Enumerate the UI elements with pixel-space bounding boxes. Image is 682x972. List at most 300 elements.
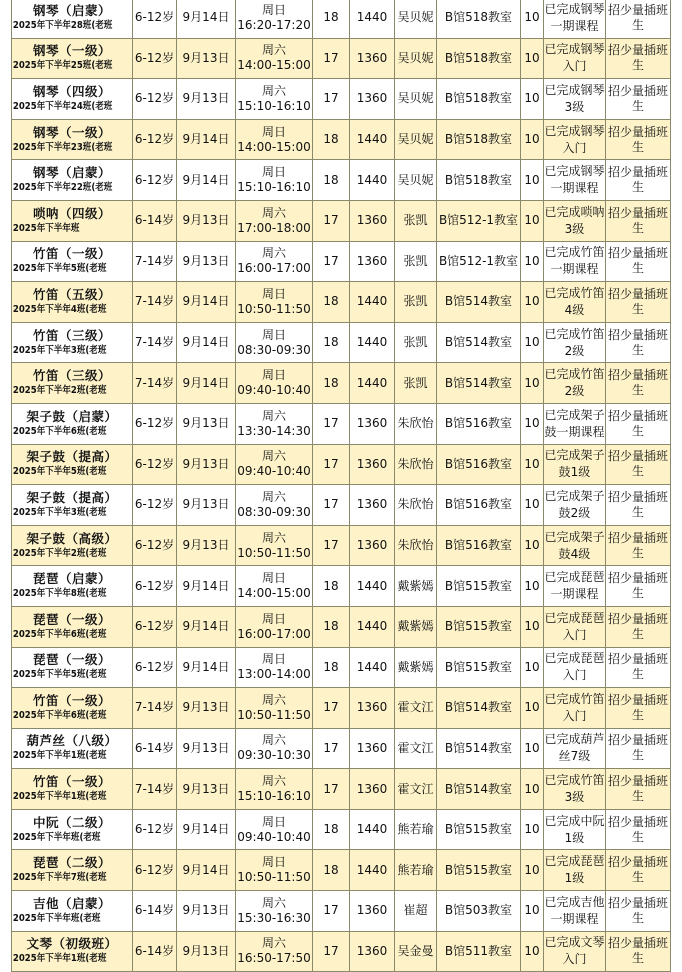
- start-date: 9月14日: [177, 160, 236, 201]
- schedule-cell: [236, 322, 313, 363]
- capacity: 10: [521, 525, 544, 566]
- class-label: 2025年下半年1班(老班: [12, 791, 107, 803]
- class-label: 2025年下半年5班(老班: [12, 669, 107, 681]
- classroom: B馆515教室: [437, 809, 521, 850]
- weekday: 周六: [261, 449, 286, 464]
- course-cell: [12, 688, 133, 729]
- weekday: 周六: [261, 774, 286, 789]
- teacher: 朱欣怡: [395, 403, 437, 444]
- time-slot: 15:10-16:10: [237, 180, 311, 195]
- prerequisite: 已完成竹笛3级: [544, 769, 606, 810]
- class-label: 2025年下半年8班(老班: [12, 588, 107, 600]
- teacher: 吴贝妮: [395, 79, 437, 120]
- classroom: B馆518教室: [437, 0, 521, 38]
- course-name: 钢琴（四级）: [32, 83, 111, 99]
- class-label: 2025年下半年23班(老班: [12, 141, 113, 153]
- capacity: 10: [521, 200, 544, 241]
- time-slot: 16:50-17:50: [237, 951, 311, 966]
- course-cell: [12, 119, 133, 160]
- start-date: 9月13日: [177, 444, 236, 485]
- time-slot: 10:50-11:50: [237, 301, 311, 316]
- class-label: 2025年下半年6班(老班: [12, 709, 107, 721]
- fee: 1360: [350, 403, 395, 444]
- fee: 1440: [350, 850, 395, 891]
- age-range: 7-14岁: [133, 363, 177, 404]
- start-date: 9月14日: [177, 647, 236, 688]
- course-cell: [12, 363, 133, 404]
- course-name: 钢琴（一级）: [32, 43, 111, 59]
- class-label: 2025年下半年班(老班: [12, 912, 101, 924]
- class-label: 2025年下半年25班(老班: [12, 60, 113, 72]
- start-date: 9月13日: [177, 728, 236, 769]
- teacher: 朱欣怡: [395, 485, 437, 526]
- course-name: 琵琶（一级）: [32, 652, 111, 668]
- start-date: 9月13日: [177, 79, 236, 120]
- session-count: 18: [313, 160, 350, 201]
- prerequisite: 已完成架子鼓1级: [544, 444, 606, 485]
- table-row: [12, 891, 671, 932]
- class-label: 2025年下半年5班(老班: [12, 466, 107, 478]
- session-count: 18: [313, 647, 350, 688]
- table-row: [12, 119, 671, 160]
- session-count: 17: [313, 931, 350, 972]
- fee: 1360: [350, 891, 395, 932]
- time-slot: 16:20-17:20: [237, 17, 311, 32]
- classroom: B馆503教室: [437, 891, 521, 932]
- capacity: 10: [521, 363, 544, 404]
- fee: 1360: [350, 79, 395, 120]
- enrollment-plan: 招少量插班生: [606, 728, 671, 769]
- schedule-cell: [236, 0, 313, 38]
- age-range: 6-12岁: [133, 525, 177, 566]
- session-count: 18: [313, 809, 350, 850]
- table-row: [12, 38, 671, 79]
- time-slot: 10:50-11:50: [237, 870, 311, 885]
- fee: 1360: [350, 485, 395, 526]
- teacher: 霍文江: [395, 688, 437, 729]
- age-range: 6-12岁: [133, 38, 177, 79]
- fee: 1360: [350, 525, 395, 566]
- start-date: 9月14日: [177, 282, 236, 323]
- time-slot: 10:50-11:50: [237, 545, 311, 560]
- time-slot: 09:40-10:40: [237, 383, 311, 398]
- schedule-cell: [236, 282, 313, 323]
- enrollment-plan: 招少量插班生: [606, 891, 671, 932]
- age-range: 7-14岁: [133, 688, 177, 729]
- start-date: 9月14日: [177, 363, 236, 404]
- prerequisite: 已完成架子鼓4级: [544, 525, 606, 566]
- session-count: 17: [313, 769, 350, 810]
- teacher: 张凯: [395, 241, 437, 282]
- schedule-cell: [236, 119, 313, 160]
- course-name: 架子鼓（提高）: [26, 449, 118, 465]
- class-label: 2025年下半年3班(老班: [12, 344, 107, 356]
- table-row: [12, 850, 671, 891]
- time-slot: 13:30-14:30: [237, 423, 311, 438]
- table-row: [12, 444, 671, 485]
- class-label: 2025年下半年6班(老班: [12, 425, 107, 437]
- table-row: [12, 566, 671, 607]
- start-date: 9月14日: [177, 850, 236, 891]
- fee: 1360: [350, 38, 395, 79]
- schedule-cell: [236, 769, 313, 810]
- time-slot: 17:00-18:00: [237, 220, 311, 235]
- weekday: 周六: [261, 692, 286, 707]
- table-row: [12, 728, 671, 769]
- weekday: 周日: [261, 327, 286, 342]
- enrollment-plan: 招少量插班生: [606, 688, 671, 729]
- prerequisite: 已完成架子鼓一期课程: [544, 403, 606, 444]
- enrollment-plan: 招少量插班生: [606, 647, 671, 688]
- fee: 1360: [350, 200, 395, 241]
- classroom: B馆518教室: [437, 38, 521, 79]
- prerequisite: 已完成葫芦丝7级: [544, 728, 606, 769]
- table-row: [12, 363, 671, 404]
- enrollment-plan: 招少量插班生: [606, 38, 671, 79]
- classroom: B馆514教室: [437, 769, 521, 810]
- class-label: 2025年下半年1班(老班: [12, 953, 107, 965]
- weekday: 周日: [261, 611, 286, 626]
- session-count: 17: [313, 688, 350, 729]
- fee: 1440: [350, 119, 395, 160]
- schedule-cell: [236, 363, 313, 404]
- course-name: 竹笛（一级）: [32, 246, 111, 262]
- course-cell: [12, 200, 133, 241]
- course-cell: [12, 403, 133, 444]
- session-count: 18: [313, 0, 350, 38]
- start-date: 9月13日: [177, 931, 236, 972]
- classroom: B馆515教室: [437, 606, 521, 647]
- table-row: [12, 647, 671, 688]
- time-slot: 10:50-11:50: [237, 707, 311, 722]
- weekday: 周日: [261, 571, 286, 586]
- age-range: 6-12岁: [133, 403, 177, 444]
- start-date: 9月14日: [177, 566, 236, 607]
- age-range: 6-12岁: [133, 850, 177, 891]
- time-slot: 14:00-15:00: [237, 139, 311, 154]
- weekday: 周六: [261, 733, 286, 748]
- capacity: 10: [521, 850, 544, 891]
- fee: 1360: [350, 931, 395, 972]
- classroom: B馆515教室: [437, 647, 521, 688]
- capacity: 10: [521, 0, 544, 38]
- time-slot: 16:00-17:00: [237, 261, 311, 276]
- age-range: 6-14岁: [133, 891, 177, 932]
- classroom: B馆515教室: [437, 566, 521, 607]
- time-slot: 16:00-17:00: [237, 626, 311, 641]
- teacher: 吴金曼: [395, 931, 437, 972]
- start-date: 9月14日: [177, 606, 236, 647]
- prerequisite: 已完成竹笛2级: [544, 322, 606, 363]
- time-slot: 09:30-10:30: [237, 748, 311, 763]
- course-cell: [12, 809, 133, 850]
- class-label: 2025年下半年6班(老班: [12, 628, 107, 640]
- weekday: 周六: [261, 205, 286, 220]
- enrollment-plan: 招少量插班生: [606, 444, 671, 485]
- classroom: B馆516教室: [437, 485, 521, 526]
- schedule-cell: [236, 809, 313, 850]
- fee: 1360: [350, 769, 395, 810]
- course-name: 钢琴（一级）: [32, 124, 111, 140]
- classroom: B馆514教室: [437, 728, 521, 769]
- fee: 1360: [350, 444, 395, 485]
- course-cell: [12, 931, 133, 972]
- course-name: 竹笛（一级）: [32, 692, 111, 708]
- enrollment-plan: 招少量插班生: [606, 322, 671, 363]
- enrollment-plan: 招少量插班生: [606, 363, 671, 404]
- capacity: 10: [521, 160, 544, 201]
- prerequisite: 已完成钢琴3级: [544, 79, 606, 120]
- weekday: 周日: [261, 286, 286, 301]
- class-label: 2025年下半年班(老班: [12, 831, 101, 843]
- teacher: 张凯: [395, 282, 437, 323]
- session-count: 17: [313, 525, 350, 566]
- course-cell: [12, 525, 133, 566]
- table-body: [12, 0, 671, 972]
- class-label: 2025年下半年7班(老班: [12, 872, 107, 884]
- weekday: 周六: [261, 530, 286, 545]
- age-range: 6-12岁: [133, 79, 177, 120]
- enrollment-plan: 招少量插班生: [606, 931, 671, 972]
- table-row: [12, 688, 671, 729]
- time-slot: 09:40-10:40: [237, 829, 311, 844]
- enrollment-plan: 招少量插班生: [606, 200, 671, 241]
- age-range: 6-12岁: [133, 606, 177, 647]
- classroom: B馆514教室: [437, 363, 521, 404]
- schedule-cell: [236, 444, 313, 485]
- table-row: [12, 0, 671, 38]
- age-range: 6-14岁: [133, 728, 177, 769]
- course-cell: [12, 891, 133, 932]
- start-date: 9月14日: [177, 809, 236, 850]
- weekday: 周日: [261, 855, 286, 870]
- start-date: 9月13日: [177, 688, 236, 729]
- capacity: 10: [521, 606, 544, 647]
- course-cell: [12, 0, 133, 38]
- course-cell: [12, 79, 133, 120]
- course-name: 钢琴（启蒙）: [32, 2, 111, 18]
- prerequisite: 已完成钢琴入门: [544, 119, 606, 160]
- schedule-cell: [236, 931, 313, 972]
- age-range: 6-12岁: [133, 119, 177, 160]
- weekday: 周六: [261, 489, 286, 504]
- enrollment-plan: 招少量插班生: [606, 850, 671, 891]
- table-row: [12, 241, 671, 282]
- start-date: 9月13日: [177, 769, 236, 810]
- fee: 1440: [350, 363, 395, 404]
- time-slot: 08:30-09:30: [237, 342, 311, 357]
- capacity: 10: [521, 79, 544, 120]
- table-row: [12, 79, 671, 120]
- schedule-cell: [236, 850, 313, 891]
- course-cell: [12, 566, 133, 607]
- schedule-cell: [236, 688, 313, 729]
- classroom: B馆516教室: [437, 525, 521, 566]
- start-date: 9月14日: [177, 0, 236, 38]
- start-date: 9月13日: [177, 241, 236, 282]
- age-range: 6-12岁: [133, 566, 177, 607]
- time-slot: 13:00-14:00: [237, 667, 311, 682]
- weekday: 周日: [261, 124, 286, 139]
- weekday: 周六: [261, 895, 286, 910]
- time-slot: 14:00-15:00: [237, 58, 311, 73]
- course-name: 竹笛（一级）: [32, 774, 111, 790]
- age-range: 6-12岁: [133, 160, 177, 201]
- fee: 1440: [350, 809, 395, 850]
- course-name: 架子鼓（高级）: [26, 530, 118, 546]
- course-name: 中阮（二级）: [32, 814, 111, 830]
- schedule-cell: [236, 647, 313, 688]
- session-count: 17: [313, 891, 350, 932]
- teacher: 吴贝妮: [395, 0, 437, 38]
- schedule-cell: [236, 566, 313, 607]
- teacher: 吴贝妮: [395, 38, 437, 79]
- start-date: 9月13日: [177, 403, 236, 444]
- capacity: 10: [521, 688, 544, 729]
- course-name: 琵琶（一级）: [32, 611, 111, 627]
- teacher: 吴贝妮: [395, 160, 437, 201]
- class-label: 2025年下半年28班(老班: [12, 19, 113, 31]
- prerequisite: 已完成竹笛2级: [544, 363, 606, 404]
- weekday: 周日: [261, 2, 286, 17]
- weekday: 周日: [261, 652, 286, 667]
- age-range: 7-14岁: [133, 769, 177, 810]
- classroom: B馆518教室: [437, 119, 521, 160]
- class-label: 2025年下半年2班(老班: [12, 547, 107, 559]
- course-name: 竹笛（三级）: [32, 368, 111, 384]
- time-slot: 15:30-16:30: [237, 910, 311, 925]
- weekday: 周六: [261, 408, 286, 423]
- session-count: 18: [313, 606, 350, 647]
- enrollment-plan: 招少量插班生: [606, 241, 671, 282]
- class-label: 2025年下半年2班(老班: [12, 385, 107, 397]
- fee: 1440: [350, 566, 395, 607]
- capacity: 10: [521, 485, 544, 526]
- prerequisite: 已完成吉他一期课程: [544, 891, 606, 932]
- table-row: [12, 606, 671, 647]
- age-range: 7-14岁: [133, 322, 177, 363]
- teacher: 朱欣怡: [395, 525, 437, 566]
- table-row: [12, 525, 671, 566]
- enrollment-plan: 招少量插班生: [606, 160, 671, 201]
- capacity: 10: [521, 444, 544, 485]
- course-name: 竹笛（三级）: [32, 327, 111, 343]
- table-row: [12, 200, 671, 241]
- teacher: 戴紫嫣: [395, 606, 437, 647]
- weekday: 周日: [261, 368, 286, 383]
- enrollment-plan: 招少量插班生: [606, 566, 671, 607]
- session-count: 18: [313, 119, 350, 160]
- start-date: 9月13日: [177, 891, 236, 932]
- prerequisite: 已完成琵琶1级: [544, 850, 606, 891]
- course-cell: [12, 322, 133, 363]
- classroom: B馆512-1教室: [437, 200, 521, 241]
- schedule-cell: [236, 160, 313, 201]
- teacher: 朱欣怡: [395, 444, 437, 485]
- capacity: 10: [521, 38, 544, 79]
- age-range: 6-14岁: [133, 931, 177, 972]
- prerequisite: 已完成琵琶入门: [544, 647, 606, 688]
- enrollment-plan: 招少量插班生: [606, 769, 671, 810]
- schedule-cell: [236, 241, 313, 282]
- prerequisite: 已完成竹笛一期课程: [544, 241, 606, 282]
- capacity: 10: [521, 647, 544, 688]
- course-cell: [12, 769, 133, 810]
- time-slot: 15:10-16:10: [237, 98, 311, 113]
- age-range: 7-14岁: [133, 282, 177, 323]
- fee: 1360: [350, 728, 395, 769]
- prerequisite: 已完成架子鼓2级: [544, 485, 606, 526]
- capacity: 10: [521, 119, 544, 160]
- capacity: 10: [521, 241, 544, 282]
- session-count: 17: [313, 403, 350, 444]
- enrollment-plan: 招少量插班生: [606, 485, 671, 526]
- classroom: B馆515教室: [437, 850, 521, 891]
- schedule-cell: [236, 485, 313, 526]
- table-row: [12, 403, 671, 444]
- class-label: 2025年下半年1班(老班: [12, 750, 107, 762]
- course-cell: [12, 728, 133, 769]
- course-cell: [12, 850, 133, 891]
- course-name: 琵琶（启蒙）: [32, 571, 111, 587]
- schedule-cell: [236, 403, 313, 444]
- schedule-cell: [236, 525, 313, 566]
- teacher: 霍文江: [395, 769, 437, 810]
- capacity: 10: [521, 769, 544, 810]
- fee: 1440: [350, 160, 395, 201]
- teacher: 张凯: [395, 200, 437, 241]
- weekday: 周日: [261, 165, 286, 180]
- fee: 1360: [350, 241, 395, 282]
- time-slot: 14:00-15:00: [237, 586, 311, 601]
- prerequisite: 已完成唢呐3级: [544, 200, 606, 241]
- age-range: 6-12岁: [133, 485, 177, 526]
- classroom: B馆518教室: [437, 160, 521, 201]
- weekday: 周六: [261, 246, 286, 261]
- fee: 1440: [350, 0, 395, 38]
- capacity: 10: [521, 728, 544, 769]
- class-label: 2025年下半年24班(老班: [12, 100, 113, 112]
- schedule-cell: [236, 200, 313, 241]
- age-range: 6-12岁: [133, 444, 177, 485]
- course-cell: [12, 647, 133, 688]
- age-range: 7-14岁: [133, 241, 177, 282]
- fee: 1440: [350, 282, 395, 323]
- teacher: 熊若瑜: [395, 809, 437, 850]
- class-schedule-table: [11, 0, 671, 972]
- session-count: 18: [313, 282, 350, 323]
- session-count: 18: [313, 850, 350, 891]
- schedule-cell: [236, 728, 313, 769]
- classroom: B馆511教室: [437, 931, 521, 972]
- classroom: B馆512-1教室: [437, 241, 521, 282]
- time-slot: 15:10-16:10: [237, 789, 311, 804]
- weekday: 周六: [261, 936, 286, 951]
- table-row: [12, 282, 671, 323]
- course-name: 文琴（初级班）: [26, 936, 118, 952]
- course-cell: [12, 444, 133, 485]
- time-slot: 09:40-10:40: [237, 464, 311, 479]
- course-name: 钢琴（启蒙）: [32, 165, 111, 181]
- course-cell: [12, 485, 133, 526]
- age-range: 6-12岁: [133, 647, 177, 688]
- session-count: 17: [313, 200, 350, 241]
- schedule-cell: [236, 38, 313, 79]
- age-range: 6-14岁: [133, 200, 177, 241]
- start-date: 9月13日: [177, 525, 236, 566]
- time-slot: 08:30-09:30: [237, 504, 311, 519]
- table-row: [12, 809, 671, 850]
